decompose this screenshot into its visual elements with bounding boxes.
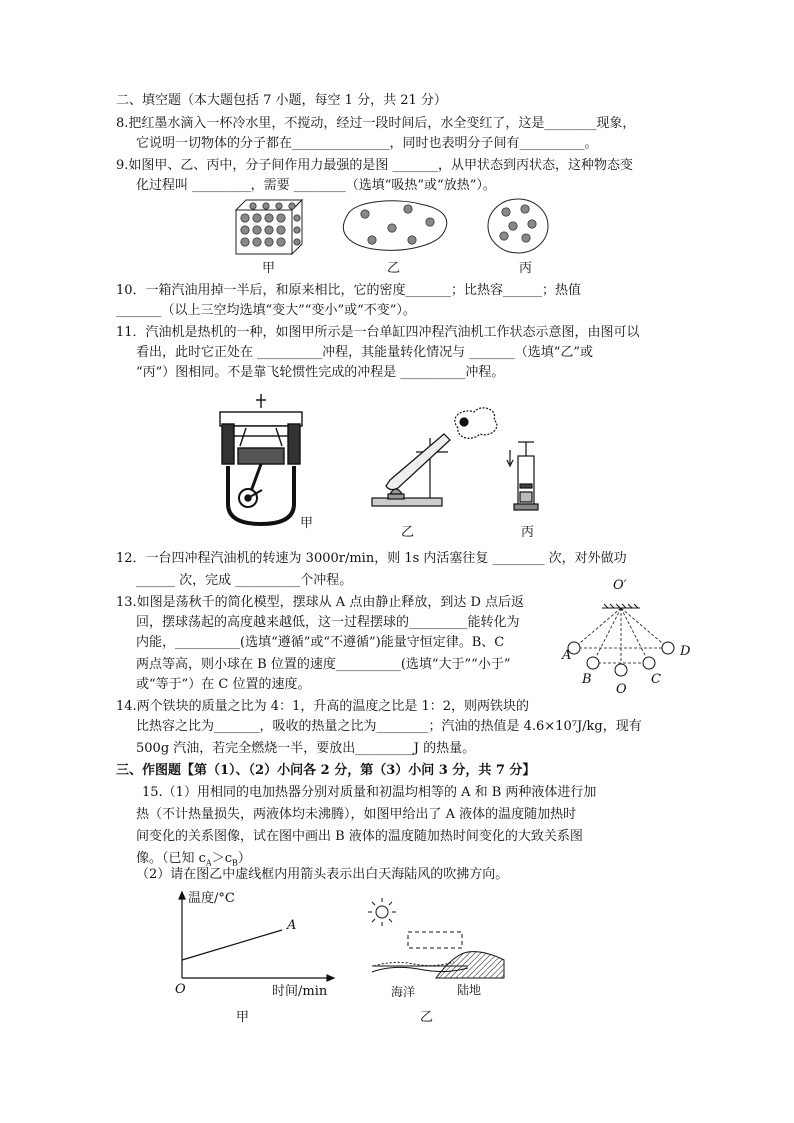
q13-line4: 两点等高，则小球在 B 位置的速度__________(选填“大于”“小于” — [136, 657, 511, 672]
q10-line1: 10．一箱汽油用掉一半后，和原来相比，它的密度_______；比热容______；热值 — [116, 283, 582, 298]
q9-line2: 化过程叫 _________，需要 ________（选填“吸热”或“放热”）。 — [136, 178, 496, 193]
graph-caption: 甲 — [236, 1010, 250, 1025]
q9-label-yi: 乙 — [387, 261, 401, 276]
pendulum-pivot-label: O′ — [613, 578, 627, 593]
syringe-figure — [507, 442, 538, 510]
section3-heading: 三、作图题【第（1）、（2）小问各 2 分，第（3）小问 3 分，共 7 分】 — [116, 763, 536, 778]
q9-label-bing: 丙 — [519, 261, 533, 276]
sun-icon — [368, 898, 396, 926]
engine-figure — [220, 394, 302, 524]
pendulum-figure — [560, 590, 700, 690]
q13-line2: 回，摆球荡起的高度越来越低，这一过程摆球的_________能转化为 — [136, 615, 520, 630]
q12-line2: ______ 次，完成 __________个冲程。 — [136, 573, 353, 588]
q15-1-line3: 间变化的关系图像，试在图中画出 B 液体的温度随加热时间变化的大致关系图 — [136, 829, 583, 844]
graph-ylabel: 温度/°C — [188, 891, 235, 906]
section2-heading: 二、填空题（本大题包括 7 小题，每空 1 分，共 21 分） — [116, 93, 447, 108]
point-label-c: C — [651, 672, 661, 687]
q8-line2: 它说明一切物体的分子都在_______________，同时也表明分子间有__________。 — [136, 136, 598, 151]
q14-line3: 500g 汽油，若完全燃烧一半，要放出_________J 的热量。 — [136, 741, 476, 756]
q11-figures — [210, 394, 550, 532]
q13-line1: 13.如图是荡秋千的简化模型，摆球从 A 点由静止释放，到达 D 点后返 — [116, 595, 525, 610]
q11-label-bing: 丙 — [521, 525, 535, 540]
point-label-d: D — [680, 644, 691, 659]
answer-box — [408, 932, 462, 948]
q10-line2: _______（以上三空均选填“变大”“变小”或“不变”）。 — [116, 303, 416, 318]
q12-line1: 12．一台四冲程汽油机的转速为 3000r/min，则 1s 内活塞往复 ________ 次，对外做功 — [116, 551, 627, 566]
q13-line5: 或“等于”）在 C 位置的速度。 — [136, 677, 311, 692]
q9-line1: 9.如图甲、乙、丙中，分子间作用力最强的是图 _______，从甲状态到丙状态，这种物态变 — [116, 158, 634, 173]
q15-2-line1: （2）请在图乙中虚线框内用箭头表示出白天海陆风的吹拂方向。 — [136, 867, 509, 882]
gas-figure — [343, 201, 446, 250]
q11-label-jia: 甲 — [300, 516, 314, 531]
q14-line1: 14.两个铁块的质量之比为 4：1，升高的温度之比是 1：2，则两铁块的 — [116, 699, 530, 714]
sea-label: 海洋 — [391, 985, 416, 999]
q15-1-line2: 热（不计热量损失，两液体均未沸腾），如图甲给出了 A 液体的温度随加热时 — [136, 807, 577, 822]
graph-series-label: A — [287, 918, 297, 933]
sea-land-figure — [364, 894, 514, 984]
liquid-figure — [488, 199, 548, 253]
land-label: 陆地 — [457, 983, 482, 997]
q8-line1: 8.把红墨水滴入一杯冷水里，不搅动，经过一段时间后，水全变红了，这是________现象， — [116, 116, 636, 131]
point-label-o: O — [616, 682, 627, 697]
test-tube-figure — [372, 408, 497, 506]
q14-line2: 比热容之比为_______，吸收的热量之比为________；汽油的热值是 4.6×10⁷J/kg，现有 — [136, 719, 642, 734]
graph-origin: O — [175, 982, 186, 997]
solid-cube-figure — [236, 200, 302, 254]
point-label-a: A — [562, 648, 572, 663]
q15-1-line4: 像。（已知 $c_A>c_B$） — [136, 851, 251, 868]
q11-line2: 看出，此时它正处在 __________冲程，其能量转化情况与 _______（选填“乙”或 — [136, 345, 594, 360]
q11-line1: 11．汽油机是热机的一种，如图甲所示是一台单缸四冲程汽油机工作状态示意图，由图可以 — [116, 325, 640, 340]
q11-line3: “丙”）图相同。不是靠飞轮惯性完成的冲程是 __________冲程。 — [136, 365, 505, 380]
q11-label-yi: 乙 — [401, 525, 415, 540]
q15-1-line1: 15.（1）用相同的电加热器分别对质量和初温均相等的 A 和 B 两种液体进行加 — [142, 785, 597, 800]
sea-land-caption: 乙 — [420, 1010, 434, 1025]
q13-line3: 内能，__________(选填“遵循”或“不遵循”)能量守恒定律。B、C — [136, 635, 505, 650]
point-label-b: B — [582, 672, 592, 687]
graph-xlabel: 时间/min — [272, 984, 328, 999]
series-a-line — [182, 930, 282, 960]
q9-label-jia: 甲 — [262, 261, 276, 276]
q9-molecule-figures — [230, 196, 560, 256]
